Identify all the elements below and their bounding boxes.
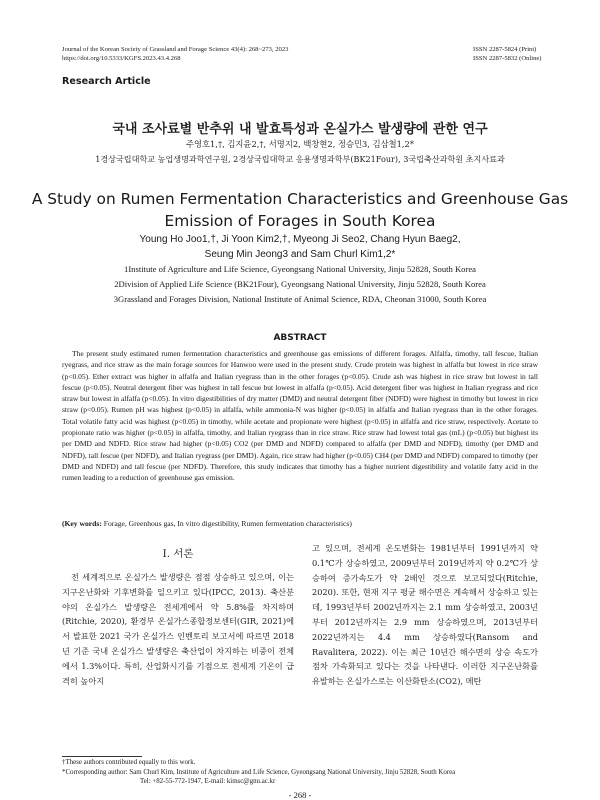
footnote-corresponding-author: *Corresponding author: Sam Churl Kim, Institute of Agriculture and Life Science, Gyeongsang National University, Jinju 52828, South Korea <box>62 768 456 776</box>
keywords-label: (Key words: <box>62 519 102 528</box>
intro-left-column: 전 세계적으로 온실가스 발생량은 점점 상승하고 있으며, 이는 지구온난화와 기후변화를 일으키고 있다(IPCC, 2013). 축산분야의 온실가스 발생량은 전세계에서 약 5.8%를 차지하며(Ritchie, 2020), 환경부 온실가스종합정보센터(GIR, 2021)에서 발표한 2021 국가 온실가스 인벤토리 보고서에 따르면 2018년 기준 국내 온실가스 발생량은 축산업이 차지하는 비중이 전체에서 1.3%이다. 특히, 산업화시기를 기점으로 전세계 기온이 급격히 높아지 <box>62 572 294 686</box>
footnote-contact: Tel: +82-55-772-1947, E-mail: kimsc@gnu.ac.kr <box>140 778 276 785</box>
english-title <box>0 188 600 232</box>
abstract-heading: ABSTRACT <box>273 333 327 343</box>
english-authors-line2: Seung Min Jeong3 and Sam Churl Kim1,2* <box>204 249 396 260</box>
affiliation-2: 2Division of Applied Life Science (BK21Four), Gyeongsang National University, Jinju 52828, South Korea <box>114 279 486 289</box>
affiliation-3: 3Grassland and Forages Division, National Institute of Animal Science, RDA, Cheonan 31000, South Korea <box>113 294 487 304</box>
footnotes <box>62 758 542 787</box>
issn-online: ISSN 2287-5832 (Online) <box>473 55 542 62</box>
issn-block <box>473 45 542 63</box>
doi-link[interactable]: https://doi.org/10.5333/KGFS.2023.43.4.268 <box>62 55 181 62</box>
korean-title: 국내 조사료별 반추위 내 발효특성과 온실가스 발생량에 관한 연구 <box>112 122 488 137</box>
section-heading-introduction: Ⅰ. 서론 <box>162 548 194 560</box>
article-type: Research Article <box>62 76 151 87</box>
korean-affiliations: 1경상국립대학교 농업생명과학연구원, 2경상국립대학교 응용생명과학부(BK21Four), 3국립축산과학원 초지사료과 <box>95 154 505 164</box>
issn-print: ISSN 2287-5824 (Print) <box>473 46 537 53</box>
english-authors <box>0 232 600 262</box>
english-affiliations <box>0 262 600 307</box>
affiliation-1: 1Institute of Agriculture and Life Science, Gyeongsang National University, Jinju 52828, South Korea <box>124 264 476 274</box>
intro-right-column: 고 있으며, 전세계 온도변화는 1981년부터 1991년까지 약 0.1℃가 상승하였고, 2009년부터 2019년까지 약 0.2℃가 상승하여 증가속도가 약 2배인 것으로 보고되었다(Ritchie, 2020). 또한, 현재 지구 평균 해수면은 계속해서 상승하고 있는데, 1993년부터 2002년까지는 2.1 mm 상승하였고, 2003년부터 2012년까지는 2.9 mm 상승하였으며, 2013년부터 2022년까지는 4.4 mm 상승하였다(Ransom and Ravalitera, 2022). 이는 최근 10년간 해수면의 상승 속도가 점차 가속화되고 있다는 것을 나타낸다. 이러한 지구온난화를 유발하는 온실가스로는 이산화탄소(CO2), 메탄 <box>312 543 538 687</box>
keywords <box>62 519 352 528</box>
page-number: - 268 - <box>288 790 312 800</box>
journal-citation: Journal of the Korean Society of Grassland and Forage Science 43(4): 268~273, 2023 <box>62 46 289 53</box>
korean-authors: 주영호1,†, 김지윤2,†, 서명지2, 백창현2, 정승민3, 김삼철1,2* <box>186 139 414 149</box>
footnote-equal-contribution: †These authors contributed equally to this work. <box>62 759 196 766</box>
abstract-text: The present study estimated rumen fermentation characteristics and greenhouse gas emissions of different forages. Alfalfa, timothy, tall fescue, Italian ryegrass, and rice straw as the main forage sources for Hanwoo were used in the present study. Crude protein was highest in alfalfa but lowest in rice straw (p<0.05). Ether extract was higher in alfalfa and Italian ryegrass than in the other forages (p<0.05). Crude ash was highest in rice straw but lowest in tall fescue (p<0.05). Neutral detergent fiber was highest in tall fescue but lowest in alfalfa (p<0.05). Acid detergent fiber was highest in Italian ryegrass and rice straw but lowest in alfalfa (p<0.05). In vitro digestibilities of dry matter (DMD) and neutral detergent fiber (NDFD) were highest in timothy but lowest in rice straw (p<0.05). Rumen pH was highest (p<0.05) in alfalfa, while ammonia-N was higher (p<0.05) in alfalfa and Italian ryegrass than in the other forages. Total volatile fatty acid was highest (p<0.05) in timothy, while acetate and propionate were highest (p<0.05) in alfalfa and rice straw, respectively. Acetate to propionate ratio was higher (p<0.05) in alfalfa, timothy, and Italian ryegrass than in rice straw. Rice straw had lowest total gas (mL) (p<0.05) but highest its per DMD and NDFD. Rice straw had higher (p<0.05) CO2 (per DMD and NDFD) compared to alfalfa (per DMD and NDFD), timothy (per DMD and NDFD), tall fescue (per NDFD), and Italian ryegrass (per DMD). Again, rice straw had higher (p<0.05) CH4 (per DMD and NDFD) compared to timothy (per DMD and NDFD) and tall fescue (per NDFD). Therefore, this study indicates that timothy has a higher nutrient digestibility and volatile fatty acid in the rumen leading to a reduction of greenhouse gas emission. <box>62 349 538 483</box>
english-authors-line1: Young Ho Joo1,†, Ji Yoon Kim2,†, Myeong Ji Seo2, Chang Hyun Baeg2, <box>139 234 461 245</box>
english-title-line1: A Study on Rumen Fermentation Characteristics and Greenhouse Gas <box>31 190 569 208</box>
footnote-divider <box>62 756 142 757</box>
keywords-text: Forage, Greenhous gas, In vitro digestibility, Rumen fermentation characteristics) <box>103 519 352 528</box>
journal-header <box>62 45 288 63</box>
english-title-line2: Emission of Forages in South Korea <box>164 212 436 230</box>
